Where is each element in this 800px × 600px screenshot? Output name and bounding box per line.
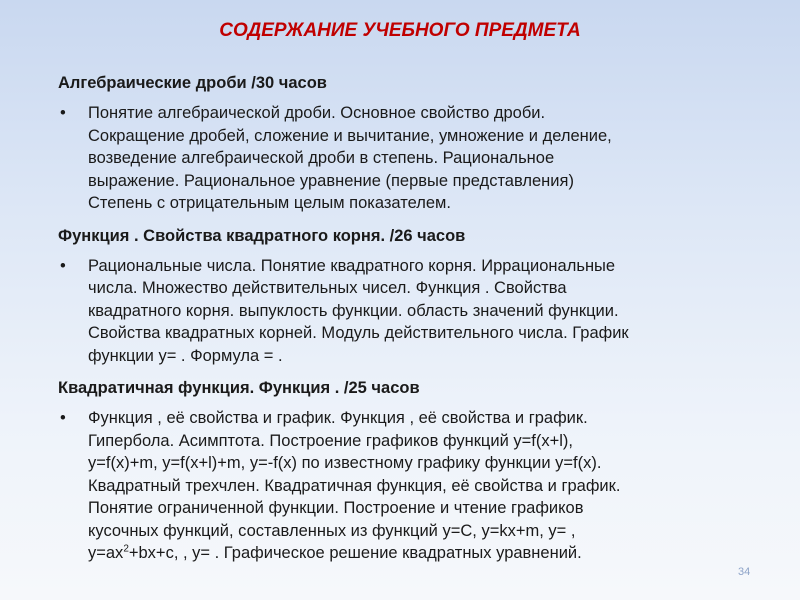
bullet-line: Функция , её свойства и график. Функция , её свойства и график.	[88, 409, 588, 427]
bullet-line: Понятие алгебраической дроби. Основное свойство дроби.	[88, 104, 546, 122]
bullet-dot: •	[60, 104, 66, 122]
slide-content	[58, 72, 758, 575]
section-heading-quadratic-function: Квадратичная функция. Функция . /25 часов	[58, 379, 420, 397]
bullet-line: Рациональные числа. Понятие квадратного корня. Иррациональные	[88, 256, 616, 275]
bullet-quadratic-function	[58, 407, 758, 565]
bullet-dot: •	[60, 409, 66, 427]
bullet-line: числа. Множество действительных чисел. Функция . Свойства	[88, 279, 567, 297]
bullet-line: Степень с отрицательным целым показателем.	[88, 194, 451, 212]
bullet-square-root	[58, 255, 758, 368]
bullet-line: Сокращение дробей, сложение и вычитание, умножение и деление,	[88, 126, 612, 145]
page-number: 34	[738, 566, 751, 578]
bullet-line: выражение. Рациональное уравнение (первые представления)	[88, 171, 574, 190]
bullet-line: кусочных функций, составленных из функций y=C, y=kx+m, y= ,	[88, 521, 576, 540]
exponent: 2	[123, 543, 129, 555]
bullet-line: Понятие ограниченной функции. Построение и чтение графиков	[88, 499, 584, 517]
bullet-algebraic-fractions	[58, 102, 758, 215]
bullet-line: функции y= . Формула = .	[88, 346, 283, 365]
bullet-line: квадратного корня. выпуклость функции. область значений функции.	[88, 301, 619, 320]
bullet-line: возведение алгебраической дроби в степень. Рациональное	[88, 149, 555, 167]
formula-post: +bx+c, , y= . Графическое решение квадратных уравнений.	[128, 544, 582, 562]
bullet-line-last	[88, 542, 758, 565]
bullet-line: Гипербола. Асимптота. Построение графиков функций y=f(x+l),	[88, 431, 573, 450]
bullet-line: Свойства квадратных корней. Модуль действительного числа. График	[88, 324, 629, 342]
slide-title: СОДЕРЖАНИЕ УЧЕБНОГО ПРЕДМЕТА	[219, 20, 581, 41]
bullet-line: Квадратный трехчлен. Квадратичная функция, её свойства и график.	[88, 476, 621, 495]
section-heading-square-root: Функция . Свойства квадратного корня. /26 часов	[58, 226, 466, 245]
formula-pre: y=ax	[88, 544, 124, 562]
bullet-line: y=f(x)+m, y=f(x+l)+m, y=-f(x) по известному графику функции y=f(x).	[88, 454, 602, 472]
section-heading-algebraic-fractions: Алгебраические дроби /30 часов	[58, 74, 327, 92]
bullet-dot: •	[60, 256, 66, 275]
